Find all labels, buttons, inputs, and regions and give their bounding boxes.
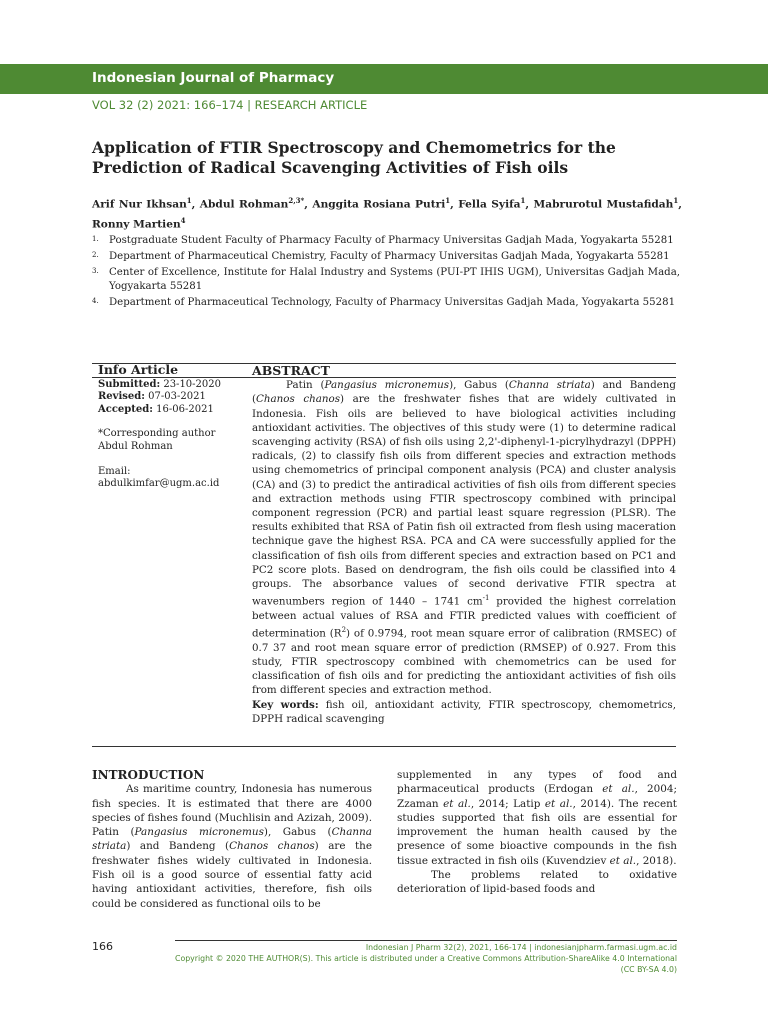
superscript-run: 2 <box>341 626 347 635</box>
body-column-left <box>92 768 372 911</box>
article-title: Application of FTIR Spectroscopy and Chemometrics for the Prediction of Radical Scavenging Activities of Fish oils <box>92 138 616 177</box>
affiliation-item <box>92 250 680 264</box>
affiliation-item <box>92 296 680 310</box>
accepted-value: 16-06-2021 <box>152 403 214 415</box>
italic-run: et al. <box>609 854 637 867</box>
text-run: , 2004; Zzaman <box>397 783 677 810</box>
text-run: ), Gabus ( <box>449 379 509 392</box>
revised-value: 07-03-2021 <box>144 391 206 403</box>
italic-run: et al. <box>544 797 573 810</box>
author-name: Ronny Martien <box>92 218 181 231</box>
accepted-date <box>98 404 248 417</box>
italic-run: Pangasius micronemus <box>134 826 264 839</box>
body-column-right <box>397 768 677 897</box>
volume-info: VOL 32 (2) 2021: 166–174 <box>92 98 244 112</box>
italic-run: Chanos chanos <box>229 840 315 853</box>
text-run: , 2014; Latip <box>470 797 545 810</box>
affiliation-item <box>92 266 680 294</box>
author-name: Anggita Rosiana Putri <box>312 198 446 211</box>
affiliation-number: 3. <box>92 267 99 275</box>
info-article-heading: Info Article <box>98 362 179 377</box>
affiliation-number: 4. <box>92 297 99 305</box>
affiliation-text: Postgraduate Student Faculty of Pharmacy Faculty of Pharmacy Universitas Gadjah Mada, Yogyakarta 55281 <box>109 235 674 246</box>
email-label: Email: <box>98 465 131 477</box>
accepted-label: Accepted: <box>98 403 153 415</box>
submitted-date <box>98 379 248 392</box>
author-affil-sup: 1 <box>520 196 526 205</box>
footer-rule <box>175 940 677 941</box>
corresponding-author-label: *Corresponding author <box>98 428 216 440</box>
text-run: Patin ( <box>286 379 325 392</box>
italic-run: Chanos chanos <box>256 393 341 406</box>
introduction-continued <box>397 768 677 868</box>
affiliation-list <box>92 234 680 312</box>
affiliation-text: Department of Pharmaceutical Technology, Faculty of Pharmacy Universitas Gadjah Mada, Yogyakarta 55281 <box>109 297 676 308</box>
text-run: As maritime country, Indonesia has numerous fish species. It is estimated that there are 4000 species of fishes found (Muchlisin and Azizah, 2009). Patin ( <box>92 783 372 839</box>
text-run: , 2018). <box>636 854 677 867</box>
introduction-heading: INTRODUCTION <box>92 768 205 782</box>
article-type: RESEARCH ARTICLE <box>254 98 368 112</box>
info-article-panel <box>98 364 248 491</box>
affiliation-item <box>92 234 680 248</box>
text-run: ) are the freshwater fishes widely cultivated in Indonesia. Fish oil is a good source of essential fatty acid having antioxidant activities, therefore, fish oils could be considered as functional oils to be <box>92 840 372 910</box>
author-affil-sup: 1 <box>673 196 679 205</box>
author-name: Arif Nur Ikhsan <box>92 198 187 211</box>
journal-header-band <box>0 64 768 94</box>
italic-run: Pangasius micronemus <box>324 379 450 392</box>
submitted-value: 23-10-2020 <box>160 378 221 390</box>
text-run: ) and Bandeng ( <box>126 840 230 853</box>
keywords-label: Key words: <box>252 698 319 711</box>
author-affil-sup: 1 <box>445 196 451 205</box>
affiliation-number: 2. <box>92 251 99 259</box>
abstract-heading: ABSTRACT <box>252 363 330 378</box>
affiliation-text: Center of Excellence, Institute for Halal Industry and Systems (PUI-PT IHIS UGM), Universitas Gadjah Mada, Yogyakarta 55281 <box>109 267 680 292</box>
revised-label: Revised: <box>98 391 145 403</box>
abstract-bottom-rule <box>92 746 676 747</box>
corresponding-email[interactable]: abdulkimfar@ugm.ac.id <box>98 478 220 490</box>
author-affil-sup: 4 <box>180 215 186 225</box>
keywords-text: fish oil, antioxidant activity, FTIR spectroscopy, chemometrics, DPPH radical scavenging <box>252 698 676 725</box>
footer-license: Copyright © 2020 THE AUTHOR(S). This article is distributed under a Creative Commons Attribution-ShareAlike 4.0 International (CC BY-SA 4.0) <box>175 954 677 974</box>
abstract-body <box>252 378 676 697</box>
text-run: , 2014). The recent studies supported that fish oils are essential for improvement the human health caused by the presence of some bioactive compounds in the fish tissue extracted in fish oils (Kuvendziev <box>397 797 677 867</box>
author-list: Arif Nur Ikhsan$^1$, Abdul Rohman$^{2,3*}$, Anggita Rosiana Putri$^1$, Fella Syifa$^1$, Mabrurotul Mustafidah$^1$, Ronny Martien$^4$ <box>92 196 682 231</box>
journal-name: Indonesian Journal of Pharmacy <box>92 70 335 86</box>
author-affil-sup: 2,3* <box>288 196 305 205</box>
corresponding-author-name: Abdul Rohman <box>98 440 173 452</box>
author-name: Abdul Rohman <box>199 198 289 211</box>
text-run: ) of 0.9794, root mean square error of calibration (RMSEC) of 0.7 37 and root mean square error of prediction (RMSEP) of 0.927. From this study, FTIR spectroscopy combined with chemometrics can be used for classification of fish oils and for predicting the antioxidant activities of fish oils from different species and extraction method. <box>252 627 676 697</box>
volume-line <box>92 98 367 112</box>
text-run: ), Gabus ( <box>263 826 332 839</box>
submitted-label: Submitted: <box>98 378 161 390</box>
affiliation-number: 1. <box>92 235 99 243</box>
author-affil-sup: 1 <box>186 196 192 205</box>
revised-date <box>98 391 248 404</box>
abstract-panel <box>252 364 676 726</box>
italic-run: Channa striata <box>508 379 591 392</box>
introduction-paragraph-2: The problems related to oxidative deterioration of lipid-based foods and <box>397 869 677 896</box>
text-run: supplemented in any types of food and pharmaceutical products (Erdogan <box>397 769 677 796</box>
footer-citation[interactable]: Indonesian J Pharm 32(2), 2021, 166-174 | indonesianjpharm.farmasi.ugm.ac.id <box>365 943 677 952</box>
footer <box>175 942 677 975</box>
text-run: ) and Bandeng ( <box>252 379 676 406</box>
italic-run: Channa striata <box>92 826 372 853</box>
introduction-paragraph <box>92 782 372 911</box>
keywords <box>252 698 676 726</box>
page-number: 166 <box>92 940 113 953</box>
text-run: ) are the freshwater fishes that are widely cultivated in Indonesia. Fish oils are believed to have biological activities including antioxidant activities. The objectives of this study were (1) to determine radical scavenging activity (RSA) of fish oils using 2,2'-diphenyl-1-picrylhydrazyl (DPPH) radicals, (2) to classify fish oils from different species and extraction methods using chemometrics of principal component analysis (PCA) and cluster analysis (CA) and (3) to predict the antiradical activities of fish oils from different species and extraction methods using FTIR spectroscopy combined with principal component regression (PCR) and partial least square regression (PLSR). The results exhibited that RSA of Patin fish oil extracted from flesh using maceration technique gave the highest RSA. PCA and CA were successfully applied for the classification of fish oils from different species and extraction based on PC1 and PC2 score plots. Based on dendrogram, the fish oils could be classified into 4 groups. The absorbance values of second derivative FTIR spectra at wavenumbers region of 1440 – 1741 cm <box>252 393 676 608</box>
author-name: Fella Syifa <box>458 198 521 211</box>
italic-run: et al. <box>443 797 471 810</box>
text-run: provided the highest correlation between actual values of RSA and FTIR predicted values with coefficient of determination (R <box>252 595 676 640</box>
volume-separator: | <box>243 98 255 112</box>
superscript-run: -1 <box>482 594 490 603</box>
affiliation-text: Department of Pharmaceutical Chemistry, Faculty of Pharmacy Universitas Gadjah Mada, Yogyakarta 55281 <box>109 251 670 262</box>
author-name: Mabrurotul Mustafidah <box>533 198 674 211</box>
italic-run: et al. <box>602 783 635 796</box>
